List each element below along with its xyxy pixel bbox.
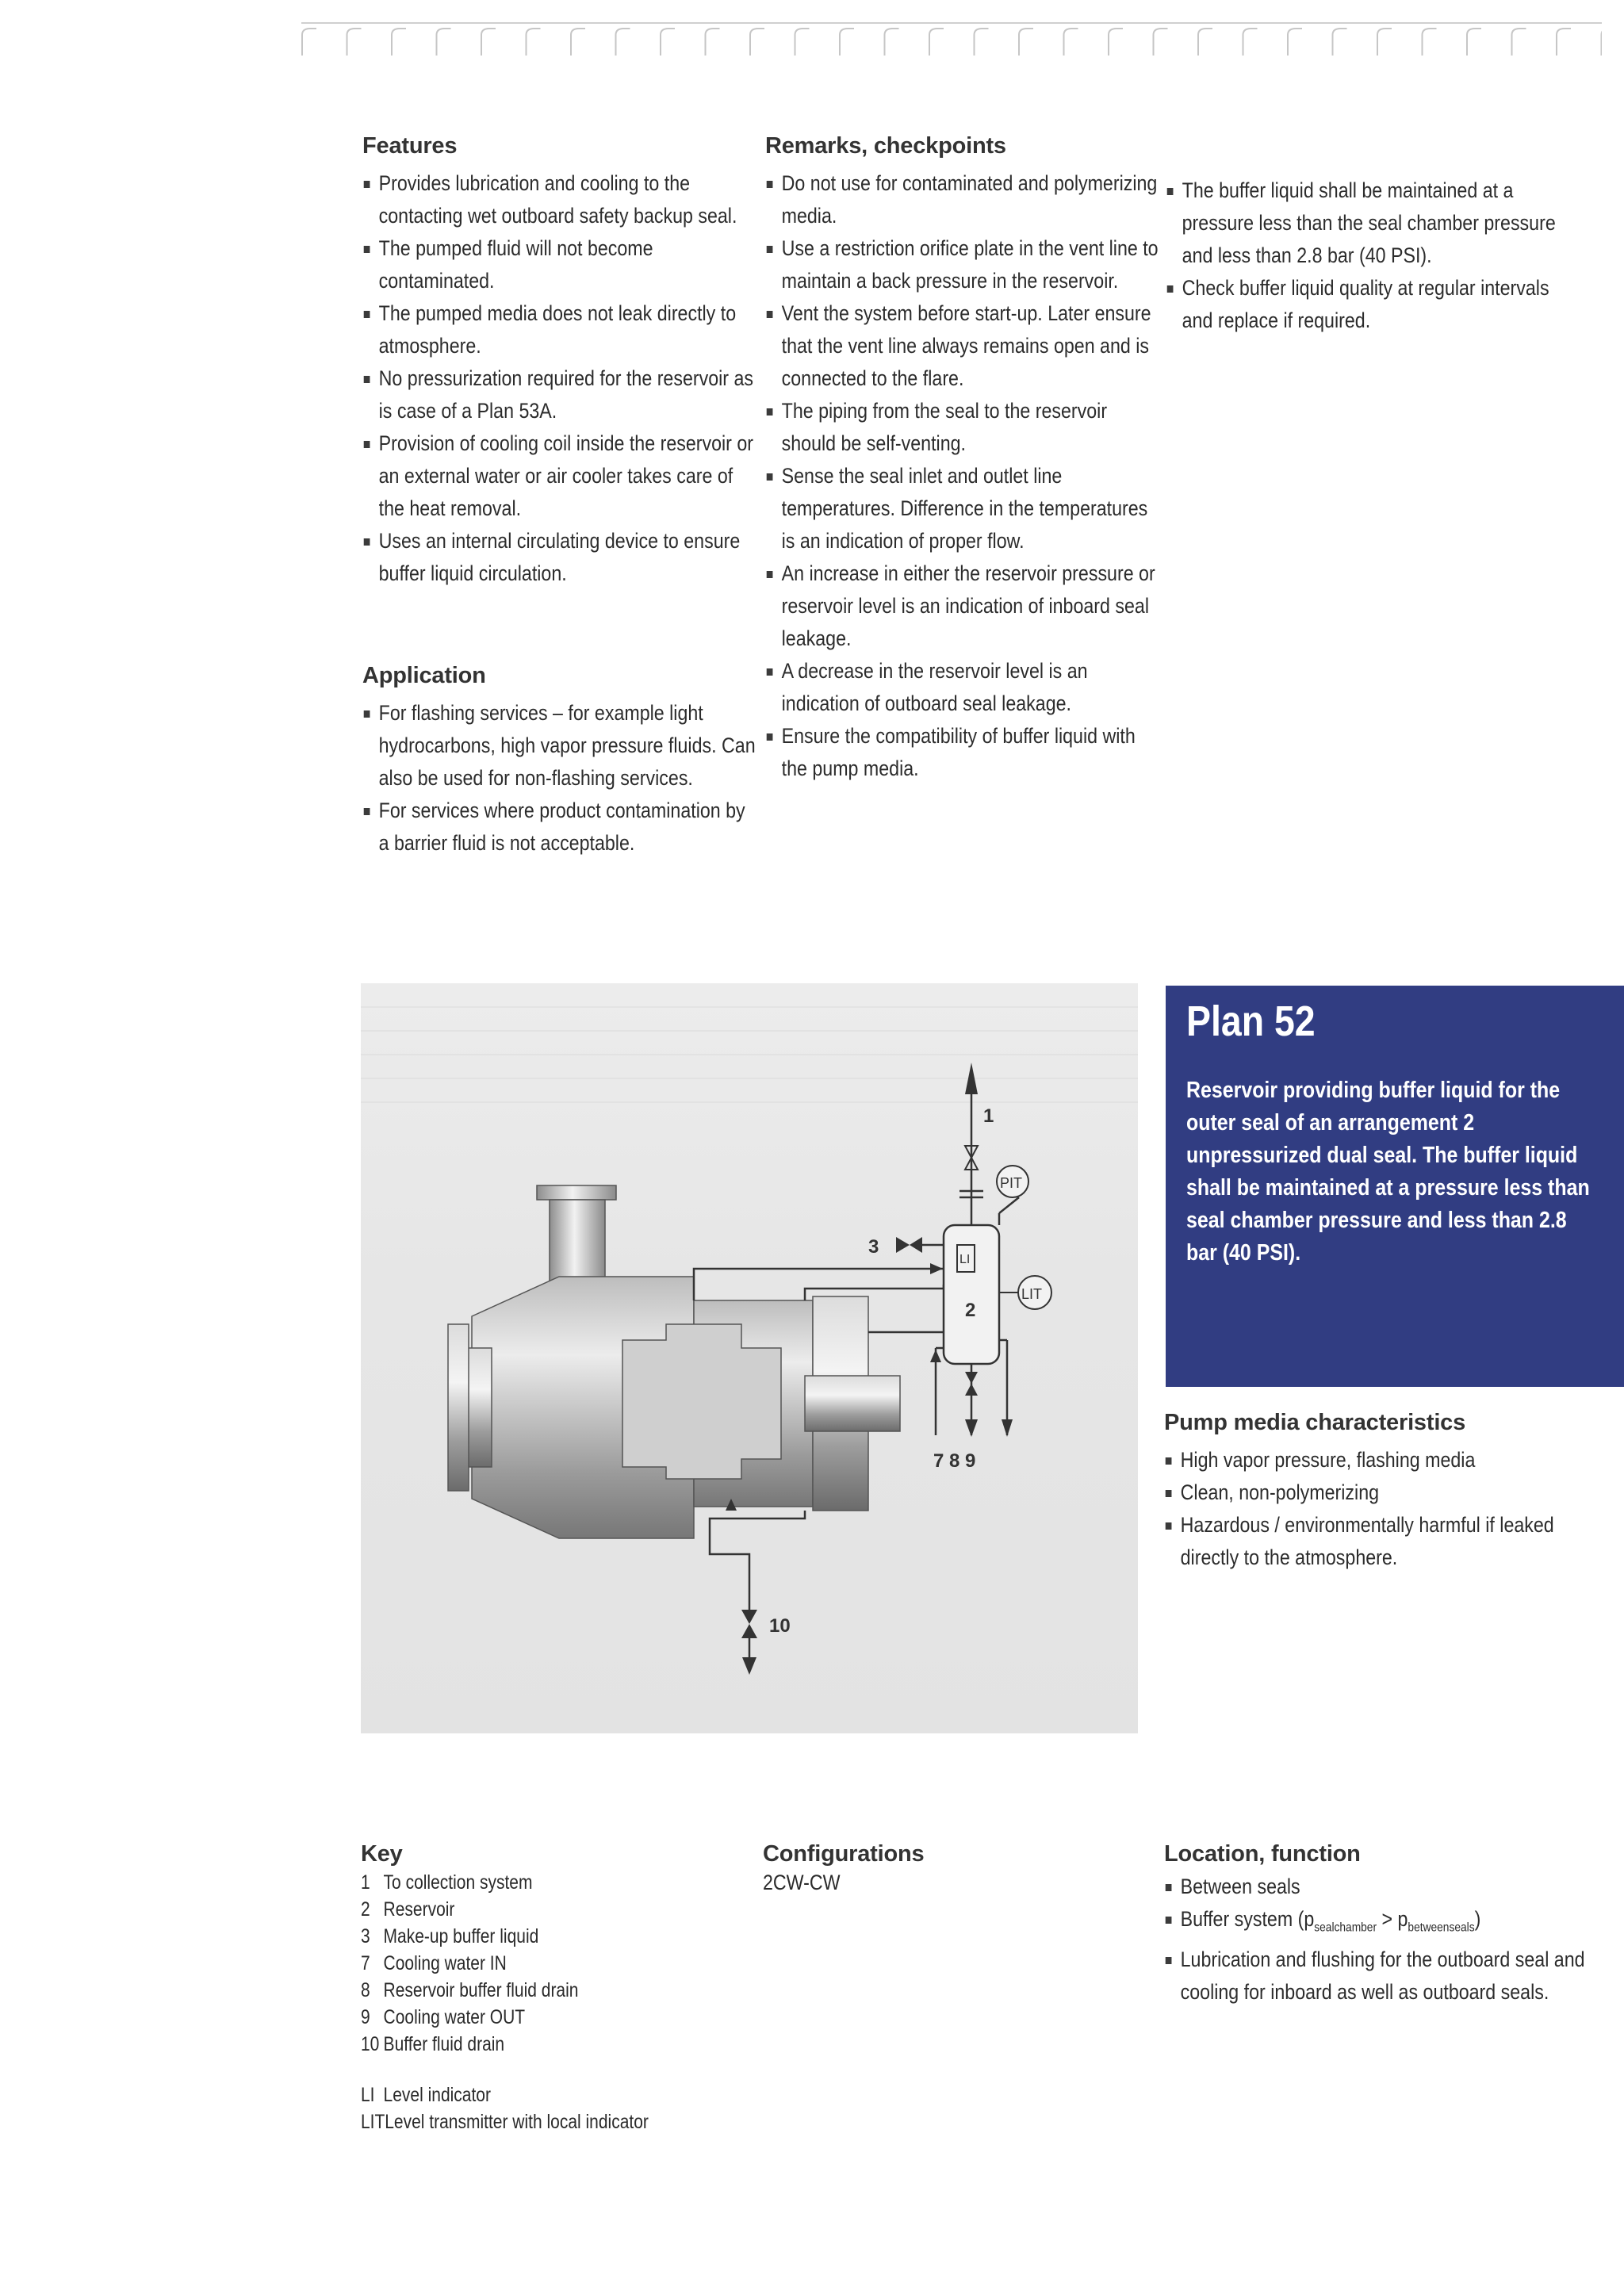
list-item: An increase in either the reservoir pressure or reservoir level is an indication of inboard seal leakage. (765, 557, 1161, 655)
label-10: 10 (769, 1615, 791, 1637)
binding-hole (840, 29, 854, 56)
pump-media-section (1164, 1410, 1576, 1574)
list-item: Between seals (1164, 1871, 1591, 1903)
list-item: Clean, non-polymerizing (1164, 1476, 1591, 1509)
list-item: Check buffer liquid quality at regular intervals and replace if required. (1166, 272, 1561, 337)
key-item: 2 Reservoir (361, 1898, 455, 1921)
binding-hole (1423, 29, 1437, 56)
list-item: For flashing services – for example light hydrocarbons, high vapor pressure fluids. Can also be used for non-flashing services. (362, 697, 758, 795)
key-item: 3 Make-up buffer liquid (361, 1925, 539, 1947)
list-item: Vent the system before start-up. Later ensure that the vent line always remains open and is connected to the flare. (765, 297, 1161, 395)
pump-shaft (805, 1376, 900, 1431)
list-item: Lubrication and flushing for the outboard seal and cooling for inboard as well as outboard seals. (1164, 1944, 1591, 2009)
application-heading: Application (362, 663, 486, 688)
key-section (361, 1841, 710, 2135)
application-section (362, 663, 756, 860)
label-2: 2 (965, 1300, 976, 1321)
pit-label: PIT (1000, 1175, 1023, 1191)
pump-media-heading: Pump media characteristics (1164, 1410, 1466, 1435)
list-item: The piping from the seal to the reservoir should be self-venting. (765, 395, 1161, 460)
binding-hole (1288, 29, 1302, 56)
binding-hole (1512, 29, 1526, 56)
binding-hole (661, 29, 675, 56)
key-item: 7 Cooling water IN (361, 1952, 507, 1974)
list-item: Ensure the compatibility of buffer liquid with the pump media. (765, 720, 1161, 785)
binding-hole (1109, 29, 1123, 56)
pump-media-list (1164, 1444, 1576, 1574)
binding-hole (1243, 29, 1258, 56)
list-item: High vapor pressure, flashing media (1164, 1444, 1591, 1476)
list-item: The pumped media does not leak directly to atmosphere. (362, 297, 758, 362)
list-item: Buffer system $(p_{sealchamber} > p_{betweenseals})$ (1164, 1903, 1591, 1944)
binding-hole (1377, 29, 1392, 56)
features-list (362, 167, 754, 590)
binding-hole (571, 29, 585, 56)
binding-hole (616, 29, 630, 56)
key-heading: Key (361, 1841, 403, 1867)
piping-diagram-svg (361, 983, 1138, 1733)
seal-cartridge (622, 1324, 781, 1479)
binding-hole (975, 29, 989, 56)
binding-hole (1557, 29, 1571, 56)
application-list (362, 697, 756, 860)
features-section (362, 133, 754, 590)
binding-hole (347, 29, 362, 56)
lit-label: LIT (1021, 1286, 1043, 1302)
binding-hole (929, 29, 944, 56)
plan-52-diagram (361, 983, 1138, 1733)
key-item: 8 Reservoir buffer fluid drain (361, 1979, 579, 2001)
binding-hole (481, 29, 496, 56)
binding-hole (795, 29, 810, 56)
list-item: For services where product contamination by a barrier fluid is not acceptable. (362, 795, 758, 860)
list-item: Hazardous / environmentally harmful if leaked directly to the atmosphere. (1164, 1509, 1591, 1574)
list-item: A decrease in the reservoir level is an indication of outboard seal leakage. (765, 655, 1161, 720)
list-item: Do not use for contaminated and polymerizing media. (765, 167, 1161, 232)
binding-hole (1602, 29, 1603, 56)
remarks-heading: Remarks, checkpoints (765, 133, 1006, 159)
discharge-nozzle (550, 1200, 605, 1287)
key-list (361, 1869, 710, 2058)
key-item: 9 Cooling water OUT (361, 2006, 526, 2028)
label-3: 3 (868, 1236, 879, 1258)
binding-hole (1154, 29, 1168, 56)
plan-description: Reservoir providing buffer liquid for the outer seal of an arrangement 2 unpressurized dual seal. The buffer liquid shall be maintained at a pressure less than seal chamber pressure and less than 2.8 bar (40 PSI). (1186, 1078, 1590, 1266)
list-item: The buffer liquid shall be maintained at a pressure less than the seal chamber pressure and less than 2.8 bar (40 PSI). (1166, 174, 1561, 272)
binding-hole (1019, 29, 1033, 56)
binding-hole (1198, 29, 1212, 56)
list-item: Provision of cooling coil inside the reservoir or an external water or air cooler takes care of the heat removal. (362, 427, 758, 525)
plan-summary-box (1166, 986, 1624, 1387)
binding-hole (706, 29, 720, 56)
list-item: Provides lubrication and cooling to the contacting wet outboard safety backup seal. (362, 167, 758, 232)
discharge-flange (537, 1185, 616, 1200)
list-item: Uses an internal circulating device to ensure buffer liquid circulation. (362, 525, 758, 590)
suction-flange (448, 1324, 469, 1491)
binding-hole (527, 29, 541, 56)
binding-hole (392, 29, 406, 56)
binding-hole (1064, 29, 1078, 56)
list-item: Sense the seal inlet and outlet line temperatures. Difference in the temperatures is an indication of proper flow. (765, 460, 1161, 557)
configurations-section (763, 1841, 1112, 1895)
abbrev-item: LI Level indicator (361, 2084, 491, 2106)
binding-holes (301, 22, 1602, 57)
binding-hole (1333, 29, 1347, 56)
abbrev-list (361, 2081, 710, 2135)
label-1: 1 (983, 1105, 994, 1127)
remarks-continued (1166, 174, 1556, 337)
location-heading: Location, function (1164, 1841, 1361, 1867)
reservoir (944, 1225, 999, 1364)
binding-hole (302, 29, 316, 56)
plan-title: Plan 52 (1186, 998, 1316, 1045)
binding-hole (750, 29, 764, 56)
binding-hole (437, 29, 451, 56)
remarks-section (765, 133, 1159, 785)
location-section (1164, 1841, 1585, 2009)
remarks-list (765, 167, 1159, 785)
remarks-cont-list (1166, 174, 1556, 337)
binding-hole (885, 29, 899, 56)
list-item: No pressurization required for the reservoir as is case of a Plan 53A. (362, 362, 758, 427)
key-item: 10 Buffer fluid drain (361, 2033, 505, 2055)
configuration-value: 2CW-CW (763, 1871, 841, 1894)
li-label: LI (959, 1253, 971, 1266)
configurations-heading: Configurations (763, 1841, 925, 1867)
abbrev-item: LITLevel transmitter with local indicator (361, 2111, 649, 2133)
list-item: The pumped fluid will not become contaminated. (362, 232, 758, 297)
features-heading: Features (362, 133, 458, 159)
key-item: 1 To collection system (361, 1871, 533, 1894)
label-789: 7 8 9 (933, 1450, 976, 1472)
binding-hole (1467, 29, 1481, 56)
location-list (1164, 1871, 1585, 2009)
list-item: Use a restriction orifice plate in the vent line to maintain a back pressure in the reservoir. (765, 232, 1161, 297)
